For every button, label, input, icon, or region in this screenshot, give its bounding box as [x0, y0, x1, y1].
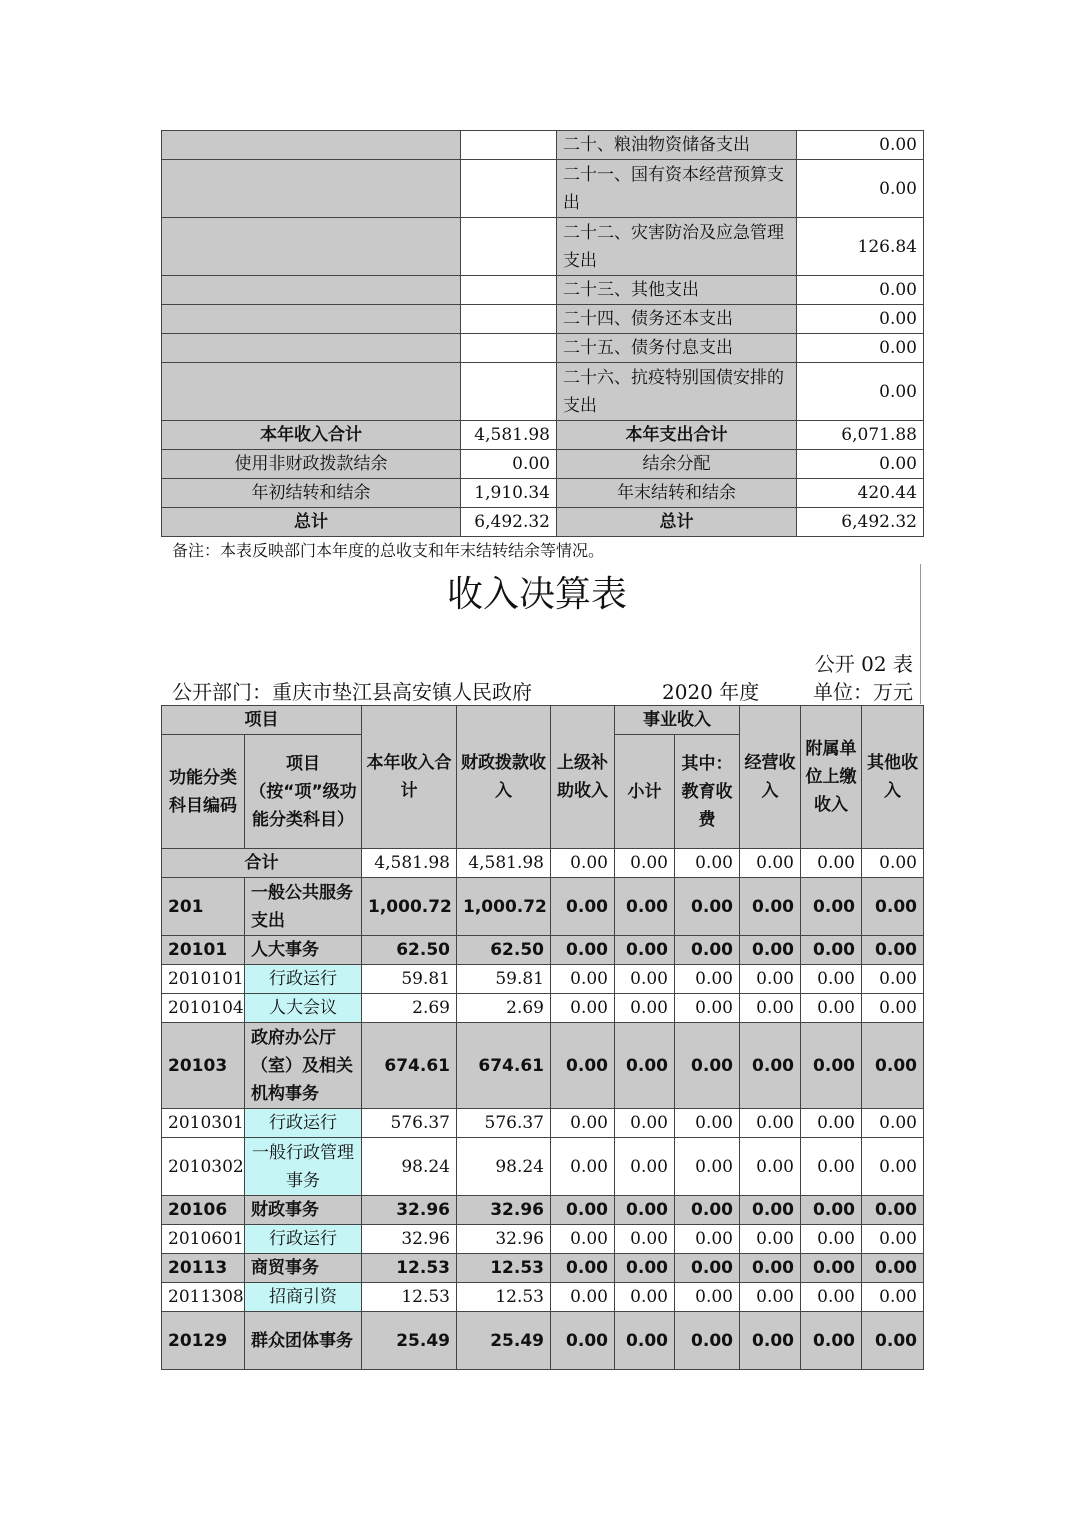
total-value: 0.00 — [740, 849, 801, 878]
expense-label: 二十五、债务付息支出 — [557, 334, 797, 363]
row-value: 32.96 — [362, 1196, 457, 1225]
row-value: 0.00 — [862, 1225, 924, 1254]
row-value: 0.00 — [615, 1283, 675, 1312]
row-value: 0.00 — [675, 994, 740, 1023]
expense-row — [162, 305, 924, 334]
header-fiscal: 财政拨款收入 — [457, 706, 551, 849]
row-value: 12.53 — [457, 1283, 551, 1312]
row-code: 2010601 — [162, 1225, 245, 1254]
expense-row — [162, 334, 924, 363]
header-other: 其他收入 — [862, 706, 924, 849]
row-value: 98.24 — [457, 1138, 551, 1196]
table-row — [162, 1225, 924, 1254]
row-value: 0.00 — [615, 1196, 675, 1225]
row-value: 0.00 — [615, 1254, 675, 1283]
expense-value: 6,071.88 — [797, 421, 924, 450]
row-value: 0.00 — [551, 936, 615, 965]
row-code: 20103 — [162, 1023, 245, 1109]
row-value: 0.00 — [801, 965, 862, 994]
row-value: 1,000.72 — [457, 878, 551, 936]
row-name: 一般行政管理事务 — [245, 1138, 362, 1196]
row-value: 0.00 — [801, 1312, 862, 1370]
total-value: 4,581.98 — [457, 849, 551, 878]
row-value: 0.00 — [675, 1023, 740, 1109]
total-value: 0.00 — [862, 849, 924, 878]
row-value: 0.00 — [615, 1023, 675, 1109]
row-value: 0.00 — [675, 1196, 740, 1225]
total-label: 合计 — [162, 849, 362, 878]
empty-cell — [162, 305, 461, 334]
row-name: 政府办公厅（室）及相关机构事务 — [245, 1023, 362, 1109]
summary-row — [162, 421, 924, 450]
row-name: 财政事务 — [245, 1196, 362, 1225]
row-value: 0.00 — [551, 1138, 615, 1196]
row-value: 0.00 — [862, 936, 924, 965]
row-value: 0.00 — [615, 1312, 675, 1370]
empty-cell — [461, 160, 557, 218]
header-affiliated: 附属单位上缴收入 — [801, 706, 862, 849]
expense-value: 0.00 — [797, 363, 924, 421]
row-value: 2.69 — [457, 994, 551, 1023]
row-value: 576.37 — [457, 1109, 551, 1138]
row-value: 0.00 — [551, 965, 615, 994]
row-value: 0.00 — [615, 1109, 675, 1138]
empty-cell — [461, 334, 557, 363]
row-name: 招商引资 — [245, 1283, 362, 1312]
header-name: 项目（按“项”级功能分类科目） — [245, 735, 362, 849]
empty-cell — [162, 218, 461, 276]
table-row — [162, 965, 924, 994]
row-value: 0.00 — [801, 936, 862, 965]
row-value: 0.00 — [551, 878, 615, 936]
header-operating: 经营收入 — [740, 706, 801, 849]
income-value: 4,581.98 — [461, 421, 557, 450]
expense-row — [162, 276, 924, 305]
row-name: 商贸事务 — [245, 1254, 362, 1283]
row-value: 0.00 — [801, 1109, 862, 1138]
row-value: 0.00 — [862, 1109, 924, 1138]
row-value: 62.50 — [362, 936, 457, 965]
expense-value: 0.00 — [797, 131, 924, 160]
row-value: 1,000.72 — [362, 878, 457, 936]
row-value: 0.00 — [801, 994, 862, 1023]
row-value: 0.00 — [740, 1283, 801, 1312]
row-value: 0.00 — [551, 1283, 615, 1312]
total-value: 0.00 — [615, 849, 675, 878]
expense-value: 0.00 — [797, 450, 924, 479]
row-value: 0.00 — [740, 1138, 801, 1196]
row-value: 0.00 — [801, 878, 862, 936]
row-name: 行政运行 — [245, 1225, 362, 1254]
row-value: 32.96 — [457, 1196, 551, 1225]
row-code: 2011308 — [162, 1283, 245, 1312]
expense-label: 本年支出合计 — [557, 421, 797, 450]
income-label: 总计 — [162, 508, 461, 537]
income-value: 0.00 — [461, 450, 557, 479]
expense-label: 年末结转和结余 — [557, 479, 797, 508]
row-value: 59.81 — [362, 965, 457, 994]
expense-label: 二十、粮油物资储备支出 — [557, 131, 797, 160]
row-value: 0.00 — [675, 965, 740, 994]
row-value: 0.00 — [675, 1109, 740, 1138]
header-superior: 上级补助收入 — [551, 706, 615, 849]
row-value: 0.00 — [862, 994, 924, 1023]
income-label: 年初结转和结余 — [162, 479, 461, 508]
row-value: 0.00 — [740, 1312, 801, 1370]
row-value: 0.00 — [675, 1312, 740, 1370]
row-value: 32.96 — [457, 1225, 551, 1254]
unit-label: 单位：万元 — [813, 680, 913, 704]
empty-cell — [162, 276, 461, 305]
row-code: 2010104 — [162, 994, 245, 1023]
revenue-expense-summary-table — [161, 130, 924, 537]
row-value: 12.53 — [362, 1283, 457, 1312]
row-value: 0.00 — [740, 965, 801, 994]
header-item: 项目 — [162, 706, 362, 735]
row-value: 0.00 — [615, 1138, 675, 1196]
row-value: 0.00 — [801, 1225, 862, 1254]
row-value: 0.00 — [740, 994, 801, 1023]
empty-cell — [461, 363, 557, 421]
row-value: 59.81 — [457, 965, 551, 994]
row-value: 674.61 — [362, 1023, 457, 1109]
table-row — [162, 994, 924, 1023]
table-row — [162, 1196, 924, 1225]
row-name: 人大会议 — [245, 994, 362, 1023]
row-value: 0.00 — [675, 936, 740, 965]
expense-value: 0.00 — [797, 305, 924, 334]
row-value: 98.24 — [362, 1138, 457, 1196]
row-value: 0.00 — [551, 1196, 615, 1225]
page-title: 收入决算表 — [446, 574, 627, 615]
summary-row — [162, 508, 924, 537]
row-value: 0.00 — [675, 1254, 740, 1283]
row-code: 2010101 — [162, 965, 245, 994]
row-code: 2010302 — [162, 1138, 245, 1196]
expense-row — [162, 363, 924, 421]
row-value: 0.00 — [740, 878, 801, 936]
row-value: 576.37 — [362, 1109, 457, 1138]
row-code: 2010301 — [162, 1109, 245, 1138]
row-value: 0.00 — [615, 994, 675, 1023]
income-value: 6,492.32 — [461, 508, 557, 537]
expense-label: 总计 — [557, 508, 797, 537]
row-value: 0.00 — [862, 1196, 924, 1225]
row-value: 12.53 — [362, 1254, 457, 1283]
row-value: 0.00 — [740, 1225, 801, 1254]
row-name: 行政运行 — [245, 965, 362, 994]
empty-cell — [461, 305, 557, 334]
table-row — [162, 1023, 924, 1109]
header-row — [162, 706, 924, 735]
empty-cell — [162, 160, 461, 218]
row-value: 0.00 — [801, 1138, 862, 1196]
row-value: 0.00 — [862, 1254, 924, 1283]
table-row — [162, 1109, 924, 1138]
row-value: 0.00 — [862, 1023, 924, 1109]
expense-label: 二十四、债务还本支出 — [557, 305, 797, 334]
row-value: 674.61 — [457, 1023, 551, 1109]
row-value: 25.49 — [457, 1312, 551, 1370]
row-value: 0.00 — [615, 1225, 675, 1254]
empty-cell — [461, 276, 557, 305]
income-label: 本年收入合计 — [162, 421, 461, 450]
row-value: 25.49 — [362, 1312, 457, 1370]
income-table — [161, 705, 924, 1370]
header-subtotal: 小计 — [615, 735, 675, 849]
row-value: 0.00 — [551, 994, 615, 1023]
row-name: 人大事务 — [245, 936, 362, 965]
total-value: 0.00 — [675, 849, 740, 878]
row-value: 0.00 — [862, 1312, 924, 1370]
row-value: 0.00 — [675, 1283, 740, 1312]
expense-row — [162, 160, 924, 218]
expense-value: 0.00 — [797, 276, 924, 305]
row-code: 201 — [162, 878, 245, 936]
row-value: 0.00 — [615, 878, 675, 936]
row-value: 0.00 — [675, 1225, 740, 1254]
row-code: 20129 — [162, 1312, 245, 1370]
header-education: 其中：教育收费 — [675, 735, 740, 849]
row-value: 0.00 — [551, 1312, 615, 1370]
total-row — [162, 849, 924, 878]
empty-cell — [162, 363, 461, 421]
department-label: 公开部门：重庆市垫江县高安镇人民政府 — [172, 680, 532, 704]
header-total: 本年收入合计 — [362, 706, 457, 849]
income-value: 1,910.34 — [461, 479, 557, 508]
expense-label: 结余分配 — [557, 450, 797, 479]
empty-cell — [461, 131, 557, 160]
row-code: 20113 — [162, 1254, 245, 1283]
table-number: 公开 02 表 — [814, 652, 913, 676]
expense-row — [162, 218, 924, 276]
empty-cell — [461, 218, 557, 276]
row-value: 0.00 — [862, 878, 924, 936]
row-value: 0.00 — [740, 1023, 801, 1109]
empty-cell — [162, 334, 461, 363]
row-value: 0.00 — [740, 936, 801, 965]
header-business: 事业收入 — [615, 706, 740, 735]
row-value: 0.00 — [740, 1196, 801, 1225]
expense-label: 二十三、其他支出 — [557, 276, 797, 305]
year-label: 2020 年度 — [662, 680, 760, 704]
expense-label: 二十二、灾害防治及应急管理支出 — [557, 218, 797, 276]
row-value: 62.50 — [457, 936, 551, 965]
summary-row — [162, 450, 924, 479]
row-value: 0.00 — [801, 1254, 862, 1283]
expense-label: 二十六、抗疫特别国债安排的支出 — [557, 363, 797, 421]
row-value: 0.00 — [862, 965, 924, 994]
row-name: 群众团体事务 — [245, 1312, 362, 1370]
total-value: 0.00 — [551, 849, 615, 878]
row-name: 行政运行 — [245, 1109, 362, 1138]
income-label: 使用非财政拨款结余 — [162, 450, 461, 479]
row-value: 12.53 — [457, 1254, 551, 1283]
row-value: 0.00 — [615, 936, 675, 965]
empty-cell — [162, 131, 461, 160]
header-code: 功能分类科目编码 — [162, 735, 245, 849]
row-value: 0.00 — [615, 965, 675, 994]
summary-row — [162, 479, 924, 508]
expense-value: 6,492.32 — [797, 508, 924, 537]
row-value: 0.00 — [551, 1254, 615, 1283]
expense-value: 420.44 — [797, 479, 924, 508]
row-code: 20101 — [162, 936, 245, 965]
row-value: 0.00 — [801, 1283, 862, 1312]
table-row — [162, 936, 924, 965]
expense-row — [162, 131, 924, 160]
row-value: 0.00 — [801, 1196, 862, 1225]
row-value: 0.00 — [862, 1138, 924, 1196]
expense-value: 0.00 — [797, 334, 924, 363]
row-value: 0.00 — [862, 1283, 924, 1312]
table-row — [162, 1254, 924, 1283]
row-value: 0.00 — [801, 1023, 862, 1109]
table-note: 备注：本表反映部门本年度的总收支和年末结转结余等情况。 — [172, 541, 605, 560]
table-row — [162, 1312, 924, 1370]
row-value: 0.00 — [551, 1109, 615, 1138]
row-value: 0.00 — [551, 1023, 615, 1109]
row-value: 2.69 — [362, 994, 457, 1023]
row-value: 0.00 — [675, 878, 740, 936]
expense-label: 二十一、国有资本经营预算支出 — [557, 160, 797, 218]
expense-value: 126.84 — [797, 218, 924, 276]
row-value: 0.00 — [551, 1225, 615, 1254]
total-value: 4,581.98 — [362, 849, 457, 878]
expense-value: 0.00 — [797, 160, 924, 218]
row-name: 一般公共服务支出 — [245, 878, 362, 936]
row-value: 32.96 — [362, 1225, 457, 1254]
row-value: 0.00 — [675, 1138, 740, 1196]
table-row — [162, 1138, 924, 1196]
table-row — [162, 878, 924, 936]
table-row — [162, 1283, 924, 1312]
row-code: 20106 — [162, 1196, 245, 1225]
total-value: 0.00 — [801, 849, 862, 878]
row-value: 0.00 — [740, 1109, 801, 1138]
row-value: 0.00 — [740, 1254, 801, 1283]
